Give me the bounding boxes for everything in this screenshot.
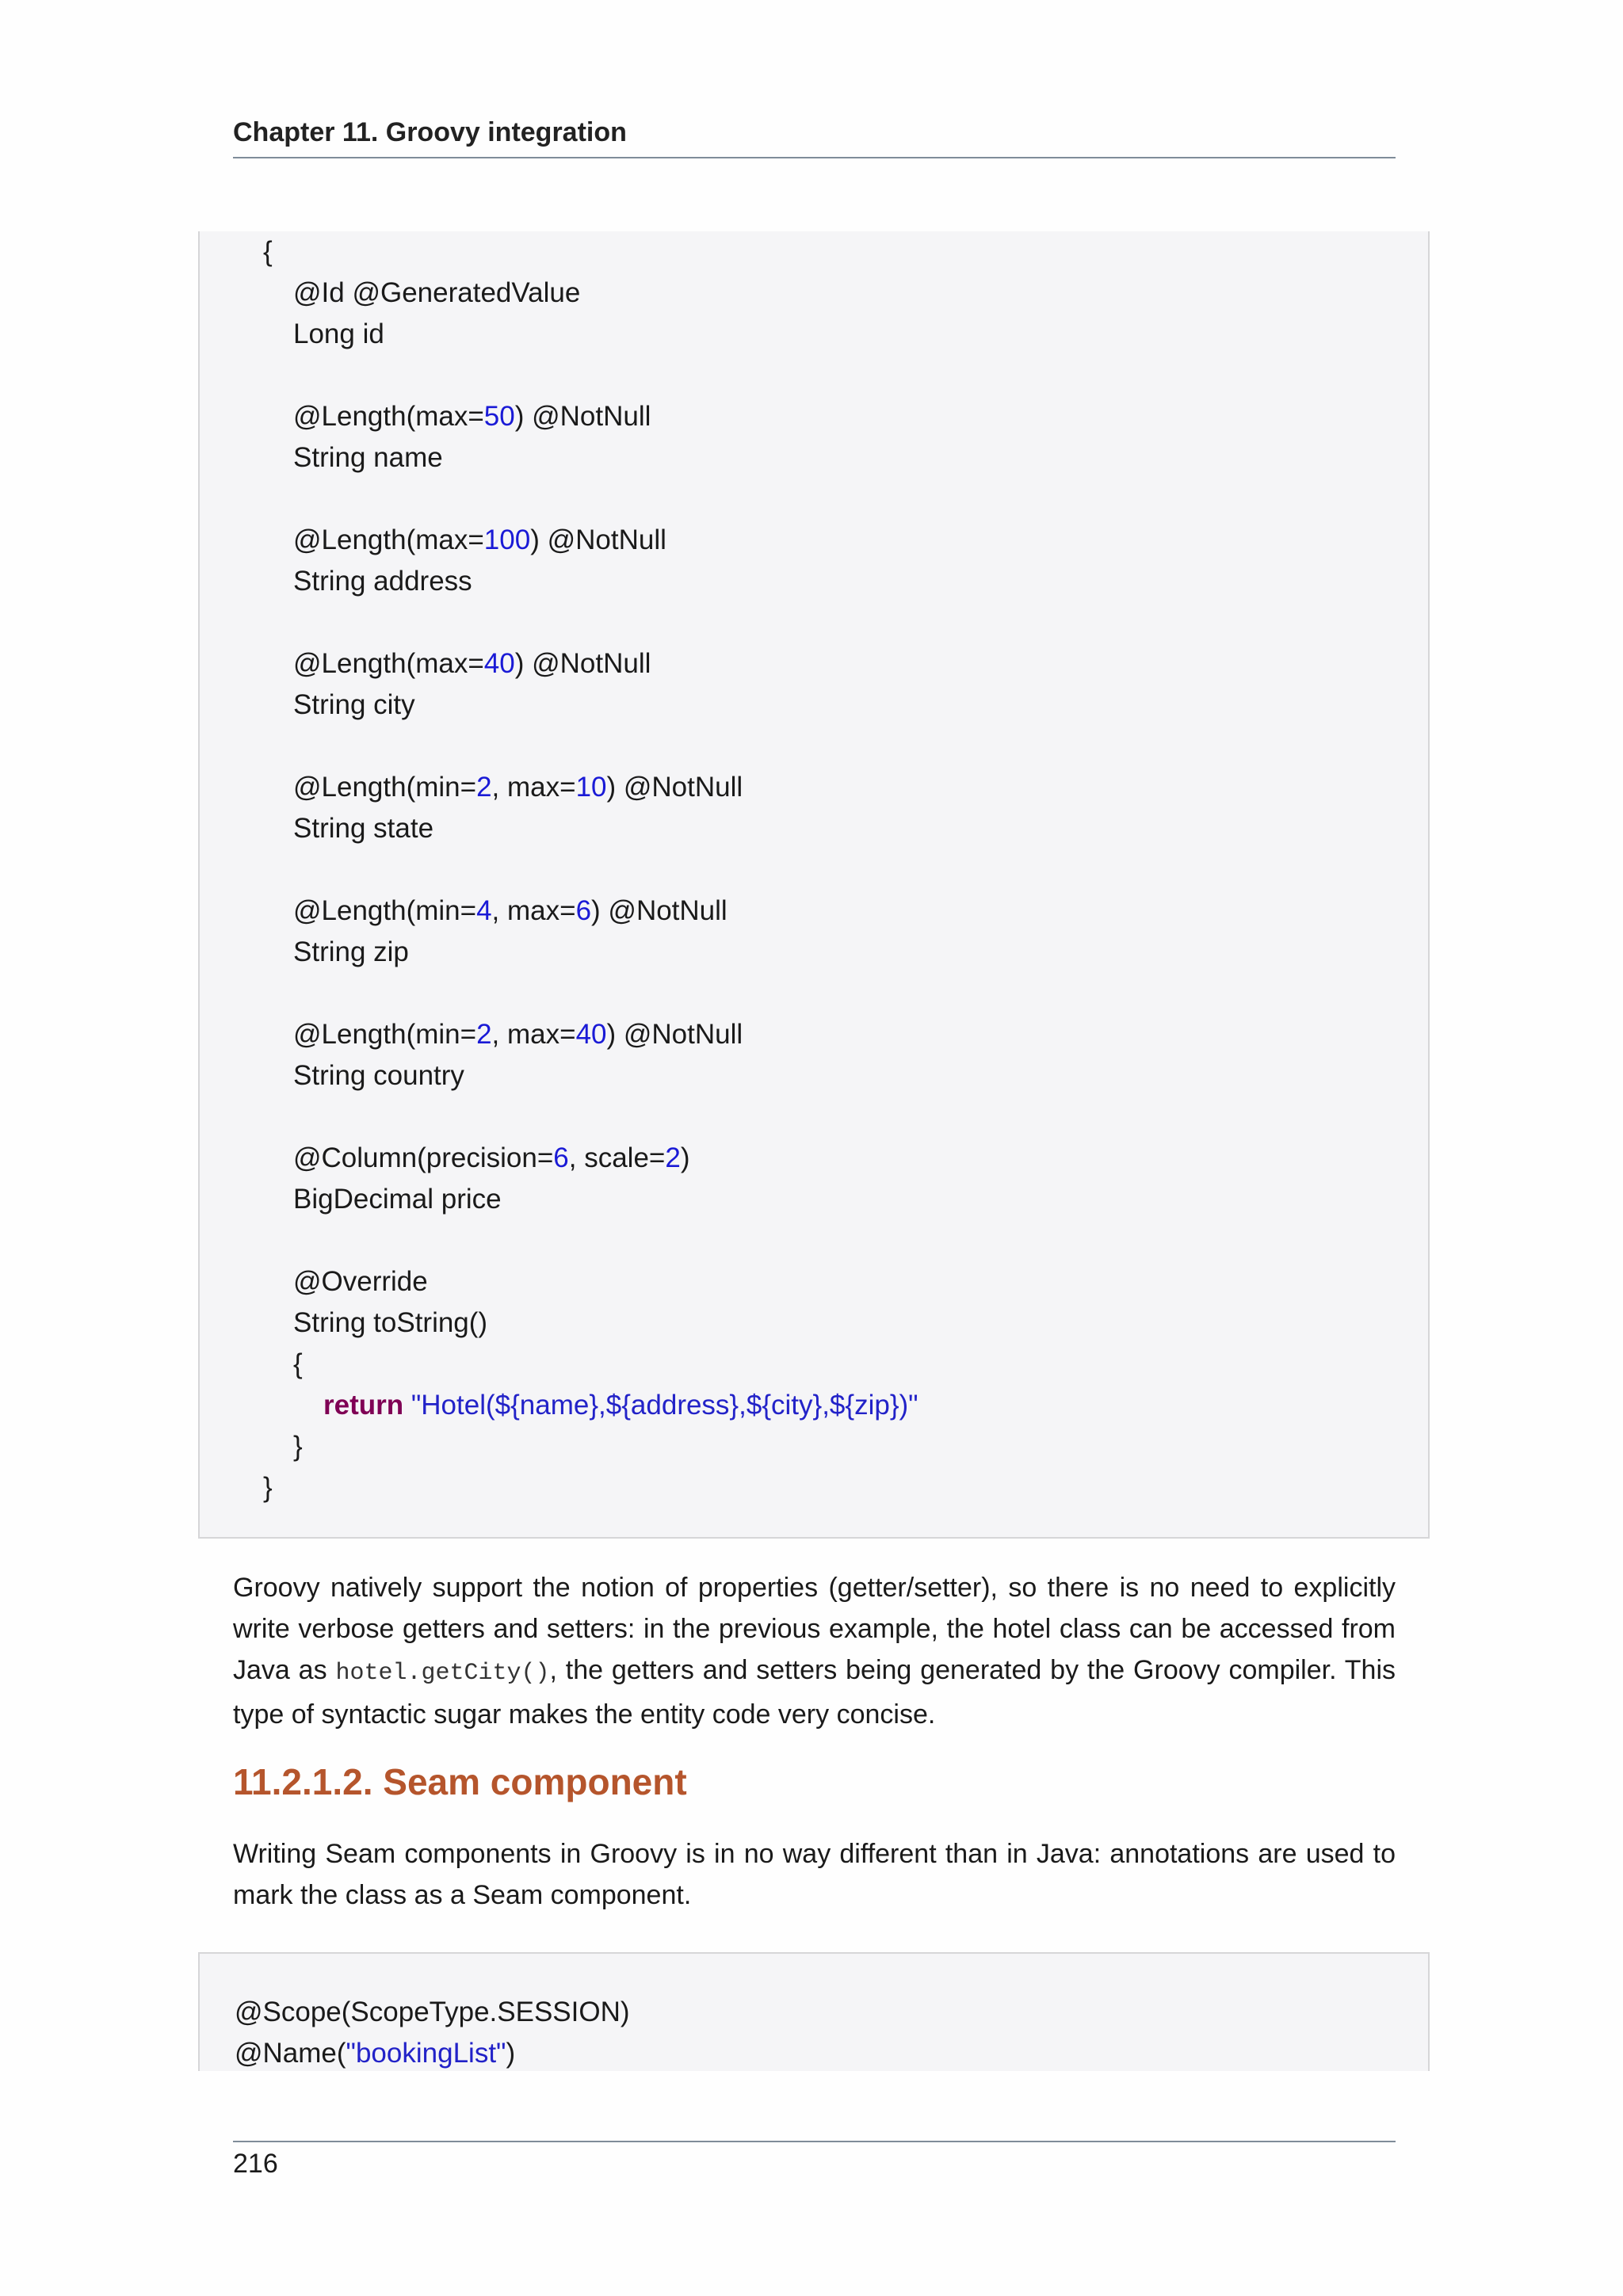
code-line [293, 520, 666, 561]
page-number: 216 [233, 2149, 278, 2179]
paragraph-text: Groovy natively support the notion of properties (getter/setter), so there is no need to explicitly write verbose getters and setters: in the previous example, the hotel class can be accessed from Java as [233, 1573, 1396, 1685]
code-line [263, 231, 273, 273]
code-line [293, 561, 472, 602]
code-text: @Length(max= [293, 401, 484, 432]
code-line [293, 1344, 303, 1385]
code-text: BigDecimal price [293, 1184, 502, 1215]
code-line [263, 1467, 273, 1508]
code-text: ) [506, 2038, 516, 2069]
code-line [293, 1055, 464, 1097]
chapter-title: Chapter 11. Groovy integration [233, 117, 627, 147]
paragraph-text: , the getters and setters being generated by the Groovy compiler. This type of syntactic sugar makes the entity code very concise. [233, 1655, 1396, 1730]
code-line [293, 685, 415, 726]
code-text: @Id @GeneratedValue [293, 277, 581, 308]
code-string: "bookingList" [346, 2038, 506, 2069]
code-text: @Length(min= [293, 772, 477, 803]
code-line [235, 1992, 630, 2033]
code-number: 50 [483, 401, 515, 432]
code-line [293, 1261, 428, 1302]
paragraph-properties [233, 1567, 1396, 1735]
code-text: , max= [491, 772, 576, 803]
code-number: 6 [553, 1142, 569, 1173]
code-text: ) [680, 1142, 690, 1173]
code-line [293, 1138, 690, 1179]
code-text: @Length(min= [293, 895, 477, 926]
code-block-hotel-entity [198, 231, 1430, 1539]
code-text: } [293, 1431, 303, 1462]
code-number: 2 [476, 1019, 492, 1050]
code-line [293, 314, 384, 355]
header-divider [233, 157, 1396, 158]
code-text: ) @NotNull [606, 1019, 743, 1050]
code-line [293, 1014, 743, 1055]
code-line [293, 1302, 487, 1344]
code-number: 10 [575, 772, 607, 803]
code-text: @Override [293, 1266, 428, 1297]
code-line [323, 1385, 918, 1426]
code-text: ) @NotNull [514, 648, 651, 679]
code-text: ) @NotNull [514, 401, 651, 432]
code-text: , max= [491, 1019, 576, 1050]
code-text: , max= [491, 895, 576, 926]
code-line [293, 273, 580, 314]
code-line [293, 437, 443, 479]
code-text: , scale= [568, 1142, 666, 1173]
code-text: @Length(max= [293, 524, 484, 555]
code-text: @Name( [235, 2038, 346, 2069]
code-text: String address [293, 566, 472, 597]
code-string: "Hotel(${name},${address},${city},${zip})" [411, 1390, 918, 1421]
code-text: String city [293, 689, 415, 720]
code-number: 4 [476, 895, 492, 926]
code-number: 40 [483, 648, 515, 679]
code-number: 2 [476, 772, 492, 803]
code-text: { [263, 236, 273, 267]
code-text [403, 1390, 411, 1421]
code-text: { [293, 1348, 303, 1379]
code-text: @Scope(ScopeType.SESSION) [235, 1997, 630, 2027]
paragraph-seam-component: Writing Seam components in Groovy is in no way different than in Java: annotations are used to mark the class as a Seam component. [233, 1839, 1396, 1910]
footer-divider [233, 2141, 1396, 2142]
code-text: ) @NotNull [530, 524, 666, 555]
code-line [293, 932, 409, 973]
code-text: } [263, 1472, 273, 1503]
code-number: 2 [665, 1142, 681, 1173]
code-text: String toString() [293, 1307, 488, 1338]
code-number: 40 [575, 1019, 607, 1050]
code-text: ) @NotNull [606, 772, 743, 803]
inline-code: hotel.getCity() [335, 1660, 550, 1687]
code-text: String country [293, 1060, 464, 1091]
code-line [235, 2033, 515, 2074]
section-heading: 11.2.1.2. Seam component [233, 1761, 687, 1802]
code-line [293, 767, 743, 808]
code-text: @Column(precision= [293, 1142, 554, 1173]
code-line [293, 643, 651, 685]
code-block-booking-list [198, 1952, 1430, 2071]
code-number: 6 [575, 895, 592, 926]
code-text: String state [293, 813, 434, 844]
code-text: @Length(max= [293, 648, 484, 679]
code-keyword: return [323, 1390, 404, 1421]
code-line [293, 891, 727, 932]
code-text: String name [293, 442, 443, 473]
code-line [293, 1426, 303, 1467]
code-line [293, 808, 433, 849]
code-text: @Length(min= [293, 1019, 477, 1050]
code-number: 100 [483, 524, 531, 555]
code-text: String zip [293, 936, 409, 967]
code-text: ) @NotNull [591, 895, 727, 926]
code-line [293, 1179, 502, 1220]
code-text: Long id [293, 318, 384, 349]
code-line [293, 396, 651, 437]
